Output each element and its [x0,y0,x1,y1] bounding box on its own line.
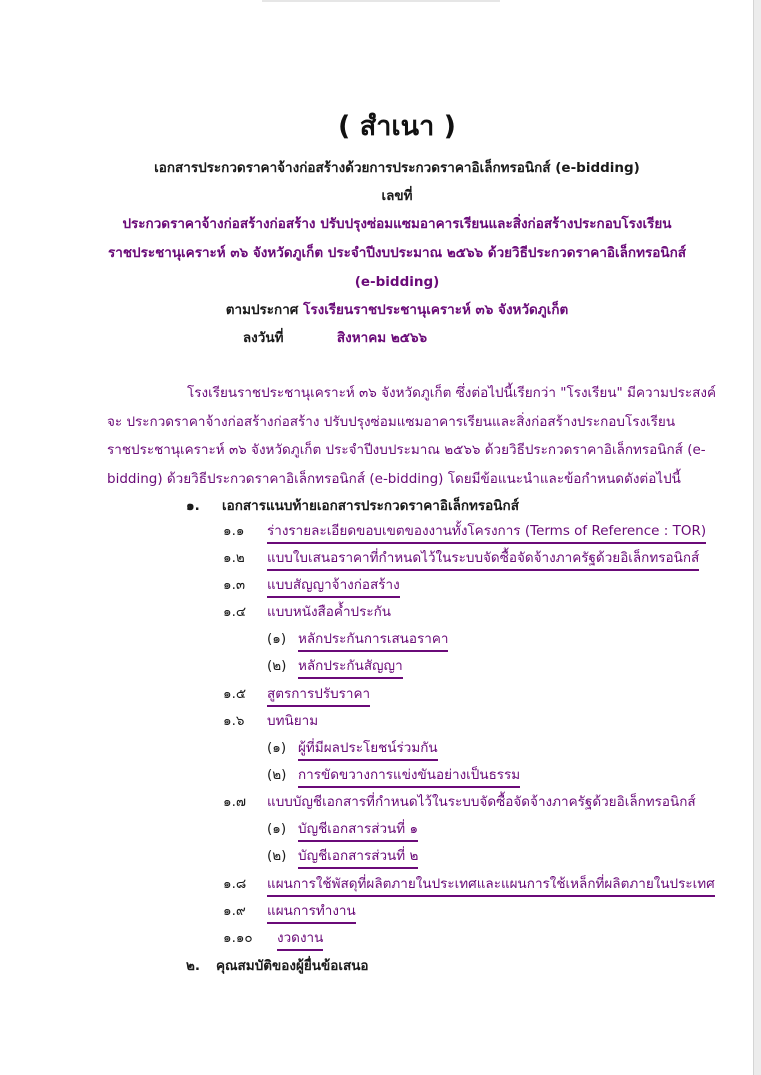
item-contract-link[interactable] [267,576,400,594]
item-price-formula-link[interactable] [267,685,370,703]
intro-line-4: bidding) ด้วยวิธีประกวดราคาอิเล็กทรอนิกส์ (e-bidding) โดยมีข้อแนะนำและข้อกำหนดดังต่อไปนี้ [107,470,681,487]
announcement-label: ตามประกาศ [225,302,299,318]
section2-number: ๒. [186,958,201,974]
item-label[interactable]: แบบใบเสนอราคาที่กำหนดไว้ในระบบจัดซื้อจัดจ้างภาครัฐด้วยอิเล็กทรอนิกส์ [267,550,699,571]
copy-stamp-title: ( สำเนา ) [338,111,456,142]
item-label[interactable]: งวดงาน [277,930,323,951]
section1-number: ๑. [186,498,200,514]
subitem-number: (๑) [267,740,287,756]
item-number: ๑.๘ [223,876,247,892]
subitem-number: (๒) [267,658,287,674]
item-number: ๑.๔ [223,604,247,620]
item-fair-competition-link[interactable] [298,766,520,784]
item-label[interactable]: บัญชีเอกสารส่วนที่ ๒ [298,848,418,869]
intro-line-3: ราชประชานุเคราะห์ ๓๖ จังหวัดภูเก็ต ประจำปีงบประมาณ ๒๕๖๖ ด้วยวิธีประกวดราคาอิเล็กทรอนิกส์ (e- [107,442,706,458]
item-doc-part2-link[interactable] [298,847,418,865]
subitem-number: (๑) [267,631,287,647]
header-announcement [0,302,761,318]
doc-type-text: เอกสารประกวดราคาจ้างก่อสร้างด้วยการประกวดราคาอิเล็กทรอนิกส์ (e-bidding) [154,160,640,176]
item-doc-part1-link[interactable] [298,820,418,838]
header-subject-line2: ราชประชานุเคราะห์ ๓๖ จังหวัดภูเก็ต ประจำปีงบประมาณ ๒๕๖๖ ด้วยวิธีประกวดราคาอิเล็กทรอนิกส์ [108,245,686,261]
intro-line-2: จะ ประกวดราคาจ้างก่อสร้างก่อสร้าง ปรับปรุงซ่อมแซมอาคารเรียนและสิ่งก่อสร้างประกอบโรงเรียน [107,413,676,430]
item-number: ๑.๗ [223,794,247,810]
header-subject-line3: (e-bidding) [354,274,440,290]
item-work-plan-link[interactable] [267,902,356,920]
date-label: ลงวันที่ [242,330,284,346]
item-bid-form-link[interactable] [267,549,699,567]
item-bid-guarantee-link[interactable] [298,630,448,648]
item-label[interactable]: แบบสัญญาจ้างก่อสร้าง [267,577,400,598]
item-label[interactable]: หลักประกันสัญญา [298,658,403,679]
section2-title: คุณสมบัติของผู้ยื่นข้อเสนอ [216,958,369,974]
header-subject-line1: ประกวดราคาจ้างก่อสร้างก่อสร้าง ปรับปรุงซ่อมแซมอาคารเรียนและสิ่งก่อสร้างประกอบโรงเรียน [122,216,672,232]
header-number-label [0,188,761,204]
top-edge-line [262,0,500,2]
number-label: เลขที่ [381,188,413,204]
item-number: ๑.๖ [223,713,245,729]
item-number: ๑.๓ [223,577,246,593]
item-joint-interest-link[interactable] [298,739,438,757]
section1-title: เอกสารแนบท้ายเอกสารประกวดราคาอิเล็กทรอนิกส์ [222,498,519,514]
item-number: ๑.๕ [223,686,247,702]
subitem-number: (๒) [267,848,287,864]
item-domestic-plan-link[interactable] [267,875,715,893]
header-doc-type [0,160,761,176]
intro-line-1: โรงเรียนราชประชานุเคราะห์ ๓๖ จังหวัดภูเก็ต ซึ่งต่อไปนี้เรียกว่า "โรงเรียน" มีความประสงค์ [187,385,716,401]
subitem-number: (๑) [267,821,287,837]
item-document-list-heading: แบบบัญชีเอกสารที่กำหนดไว้ในระบบจัดซื้อจัดจ้างภาครัฐด้วยอิเล็กทรอนิกส์ [267,794,696,810]
item-tor-link[interactable] [267,522,706,540]
date-value: สิงหาคม ๒๕๖๖ [336,330,428,346]
item-label[interactable]: แผนการทำงาน [267,903,356,924]
announcement-org: โรงเรียนราชประชานุเคราะห์ ๓๖ จังหวัดภูเก็ต [303,302,569,318]
item-label[interactable]: บัญชีเอกสารส่วนที่ ๑ [298,821,418,842]
item-label[interactable]: การขัดขวางการแข่งขันอย่างเป็นธรรม [298,767,520,788]
header-date [0,330,732,346]
item-number: ๑.๑ [223,523,245,539]
item-installments-link[interactable] [277,929,323,947]
intro-paragraph [107,379,716,493]
item-label[interactable]: ร่างรายละเอียดขอบเขตของงานทั้งโครงการ (Terms of Reference : TOR) [267,523,706,544]
item-label[interactable]: ผู้ที่มีผลประโยชน์ร่วมกัน [298,740,438,761]
item-label[interactable]: แผนการใช้พัสดุที่ผลิตภายในประเทศและแผนการใช้เหล็กที่ผลิตภายในประเทศ [267,876,715,897]
item-number: ๑.๒ [223,550,245,566]
item-number: ๑.๑๐ [223,930,253,946]
item-label[interactable]: หลักประกันการเสนอราคา [298,631,448,652]
item-contract-guarantee-link[interactable] [298,657,403,675]
item-label[interactable]: สูตรการปรับราคา [267,686,370,707]
item-guarantee-heading: แบบหนังสือค้ำประกัน [267,604,391,620]
item-number: ๑.๙ [223,903,246,919]
subitem-number: (๒) [267,767,287,783]
item-definitions-heading: บทนิยาม [267,713,319,729]
